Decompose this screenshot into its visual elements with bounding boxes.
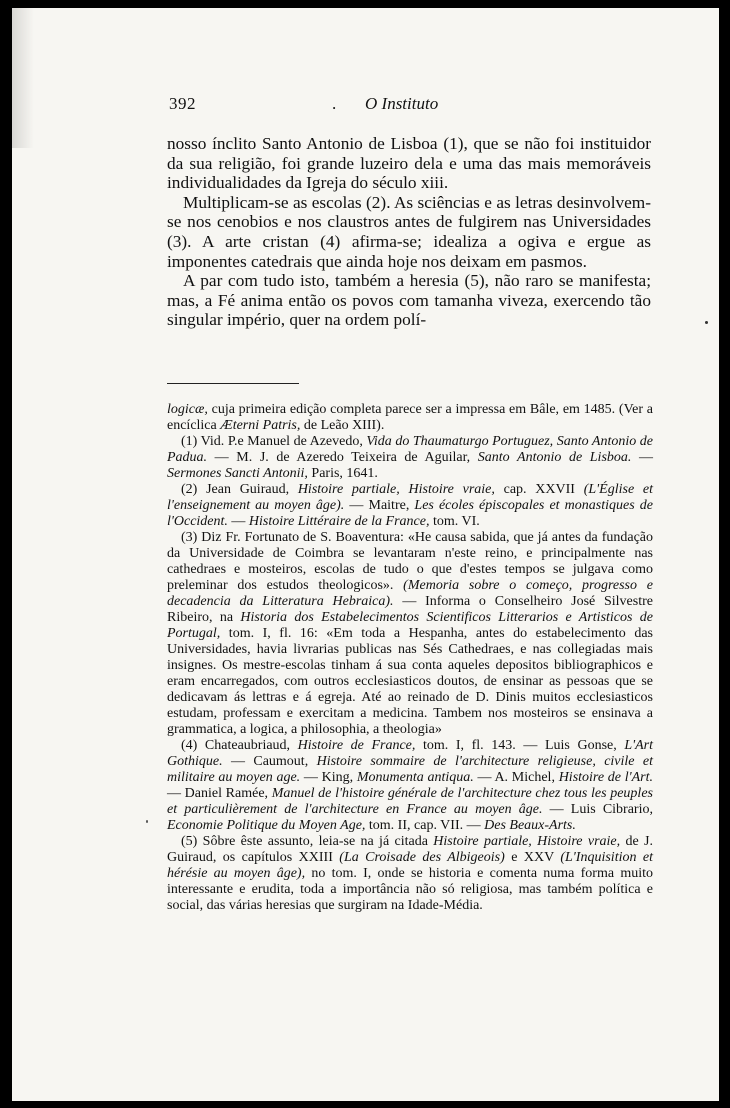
footnote-2: [167, 482, 653, 530]
note-span: tom. I, fl. 143. — Luis Gonse,: [415, 738, 625, 753]
book-page: [12, 8, 719, 1101]
footnote-3: [167, 530, 653, 738]
note-span: Historia dos Estabelecimentos Scientificos Litterarios e Artisticos de Portugal,: [167, 610, 653, 641]
page-number: 392: [169, 94, 196, 113]
note-span: — Daniel Ramée,: [167, 786, 272, 801]
note-span: de Leão XIII).: [300, 418, 385, 433]
note-span: Sermones Sancti Antonii,: [167, 466, 308, 481]
note-span: (3) Diz Fr. Fortunato de S. Boaventura: «He causa sabida, que já antes da fundação da Universidade de Coimbra se levantaram n'este reino, e principalmente nas cathedraes e mosteiros, escolas de tudo o que d'estes tempos se julgava como preleminar dos estudos theologicos».: [167, 530, 653, 593]
note-span: — King,: [300, 770, 357, 785]
note-span: cap. XXVII: [494, 482, 584, 497]
note-span: no tom. I, onde se historia e comenta numa forma muito interessante e erudita, toda a importância não só religiosa, mas também política e social, das várias heresias que surgiram na Idade-Média.: [167, 866, 653, 913]
note-span: cuja primeira edição completa parece ser a impressa em Bâle, em 1485. (Ver a encíclica: [167, 402, 653, 433]
paragraph-1: nosso ínclito Santo Antonio de Lisboa (1), que se não foi instituidor da sua religião, foi grande luzeiro dela e uma das mais memoráveis individualidades da Igreja do século xiii.: [167, 134, 651, 193]
note-span: —: [227, 514, 249, 529]
note-span: (Memoria sobre o começo, progresso e decadencia da Litteratura Hebraica).: [167, 578, 653, 609]
note-span: (La Croisade des Albigeois): [339, 850, 505, 865]
margin-speck: [146, 820, 148, 823]
note-span: Histoire de France,: [297, 738, 416, 753]
paragraph-3: A par com tudo isto, também a heresia (5), não raro se manifesta; mas, a Fé anima então os povos com tamanha viveza, exercendo tão singular império, quer na ordem polí-: [167, 271, 651, 330]
note-span: Histoire partiale, Histoire vraie,: [433, 834, 621, 849]
note-span: logicæ,: [167, 402, 208, 417]
paragraph-2: Multiplicam-se as escolas (2). As sciências e as letras desinvolvem-se nos cenobios e nos claustros antes de fulgirem nas Universidades (3). A arte cristan (4) afirma-se; idealiza a ogiva e ergue as imponentes catedrais que ainda hoje nos deixam em pasmos.: [167, 192, 651, 271]
note-span: (1) Vid. P.e Manuel de Azevedo,: [181, 434, 367, 449]
footnote-rule: [167, 383, 299, 384]
note-span: e XXV: [504, 850, 561, 865]
note-span: — M. J. de Azeredo Teixeira de Aguilar,: [207, 450, 478, 465]
footnote-1: [167, 434, 653, 482]
note-span: Histoire de l'Art.: [558, 770, 654, 785]
header-dot: .: [332, 94, 337, 113]
main-text: [167, 134, 651, 330]
note-span: — A. Michel,: [473, 770, 559, 785]
note-span: Manuel de l'histoire générale de l'architecture chez tous les peuples et particulièrement de l'architecture en France au moyen âge.: [167, 786, 653, 817]
note-span: Histoire sommaire de l'architecture religieuse, civile et militaire au moyen age.: [167, 754, 653, 785]
note-span: Economie Politique du Moyen Age,: [167, 818, 366, 833]
note-span: — Maitre,: [344, 498, 415, 513]
note-span: (L'Inquisition et hérésie au moyen âge),: [167, 850, 653, 881]
note-span: tom. I, fl. 16: «Em toda a Hespanha, antes do estabelecimento das Universidades, havia livrarias publicas nas Sés Cathedraes, e nas collegiadas mais insignes. Os mestre-escolas tinham á sua conta aqueles depositos bibliographicos e eram encarregados, com outros ecclesiasticos doutos, de ensinar as pessoas que se dedicavam ás lettras e á egreja. Até ao reinado de D. Dinis muitos ecclesiasticos estudam, professam e exercitam a medicina. Tambem nos mosteiros se ensinava a grammatica, a logica, a philosophia, a theologia»: [167, 626, 653, 737]
running-title: O Instituto: [365, 94, 439, 113]
note-span: de J. Guiraud, os capítulos XXIII: [167, 834, 653, 865]
note-span: tom. VI.: [429, 514, 480, 529]
note-span: Monumenta antiqua.: [356, 770, 474, 785]
note-span: Santo Antonio de Lisboa.: [477, 450, 632, 465]
note-span: L'Art Gothique.: [167, 738, 654, 769]
note-span: Histoire partiale, Histoire vraie,: [297, 482, 495, 497]
note-span: — Informa o Conselheiro José Silvestre Ribeiro, na: [167, 594, 653, 625]
note-span: Des Beaux-Arts.: [484, 818, 576, 833]
note-span: — Luis Cibrario,: [542, 802, 653, 817]
note-span: Paris, 1641.: [307, 466, 378, 481]
note-span: — Caumout,: [222, 754, 317, 769]
footnote-5: [167, 834, 653, 914]
note-span: —: [631, 450, 653, 465]
note-span: tom. II, cap. VII. —: [365, 818, 485, 833]
margin-speck: [705, 321, 708, 324]
note-span: (L'Église et l'enseignement au moyen âge).: [167, 482, 654, 513]
page-header: [169, 94, 659, 118]
note-span: Les écoles épiscopales et monastiques de l'Occident.: [167, 498, 653, 529]
note-span: (4) Chateaubriaud,: [181, 738, 298, 753]
note-span: (5) Sôbre êste assunto, leia-se na já citada: [181, 834, 434, 849]
note-span: Vida do Thaumaturgo Portuguez, Santo Antonio de Padua.: [167, 434, 653, 465]
footnote-4: [167, 738, 653, 834]
footnotes: [167, 402, 653, 914]
page-edge-shadow: [12, 8, 34, 148]
note-span: Æterni Patris,: [220, 418, 301, 433]
footnote-continuation: [167, 402, 653, 434]
note-span: Histoire Littéraire de la France,: [248, 514, 430, 529]
note-span: (2) Jean Guiraud,: [181, 482, 298, 497]
